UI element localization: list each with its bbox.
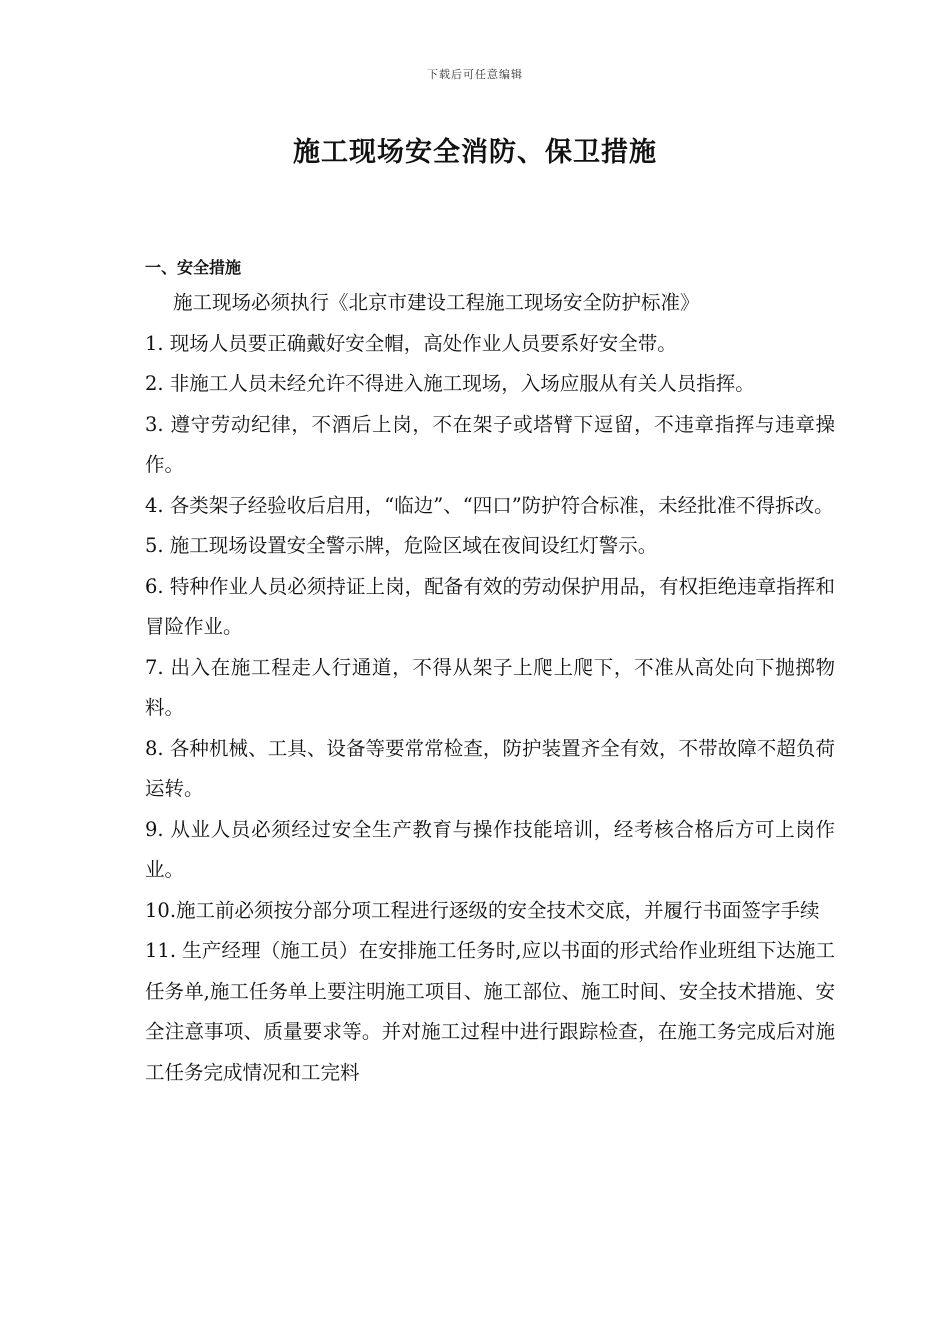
- list-item: 11. 生产经理（施工员）在安排施工任务时,应以书面的形式给作业班组下达施工任务单,施工任务单上要注明施工项目、施工部位、施工时间、安全技术措施、安全注意事项、质量要求等。并对施工过程中进行跟踪检查，在施工务完成后对施工任务完成情况和工完料: [145, 939, 835, 1084]
- list-item: 1. 现场人员要正确戴好安全帽，高处作业人员要系好安全带。: [145, 331, 677, 355]
- list-item: 10.施工前必须按分部分项工程进行逐级的安全技术交底，并履行书面签字手续: [145, 898, 820, 922]
- document-title: 施工现场安全消防、保卫措施: [293, 137, 657, 168]
- list-item: 6. 特种作业人员必须持证上岗，配备有效的劳动保护用品，有权拒绝违章指挥和冒险作业。: [145, 574, 835, 638]
- section-body: [145, 283, 835, 1093]
- list-item: 5. 施工现场设置安全警示牌，危险区域在夜间设红灯警示。: [145, 534, 658, 557]
- list-item: 8. 各种机械、工具、设备等要常常检查，防护装置齐全有效，不带故障不超负荷运转。: [145, 736, 835, 800]
- list-item: 3. 遵守劳动纪律，不酒后上岗，不在架子或塔臂下逗留，不违章指挥与违章操作。: [145, 412, 835, 476]
- list-item: 9. 从业人员必须经过安全生产教育与操作技能培训，经考核合格后方可上岗作业。: [145, 817, 835, 881]
- list-item: 4. 各类架子经验收后启用，“临边”、“四口”防护符合标准，未经批准不得拆改。: [145, 493, 834, 517]
- list-item: 2. 非施工人员未经允许不得进入施工现场，入场应服从有关人员指挥。: [145, 372, 755, 395]
- section-heading: 一、安全措施: [145, 258, 242, 277]
- list-item: 7. 出入在施工程走人行通道，不得从架子上爬上爬下，不准从高处向下抛掷物料。: [145, 655, 835, 719]
- section-intro: 施工现场必须执行《北京市建设工程施工现场安全防护标准》: [173, 291, 700, 314]
- header-note: 下载后可任意编辑: [427, 68, 523, 81]
